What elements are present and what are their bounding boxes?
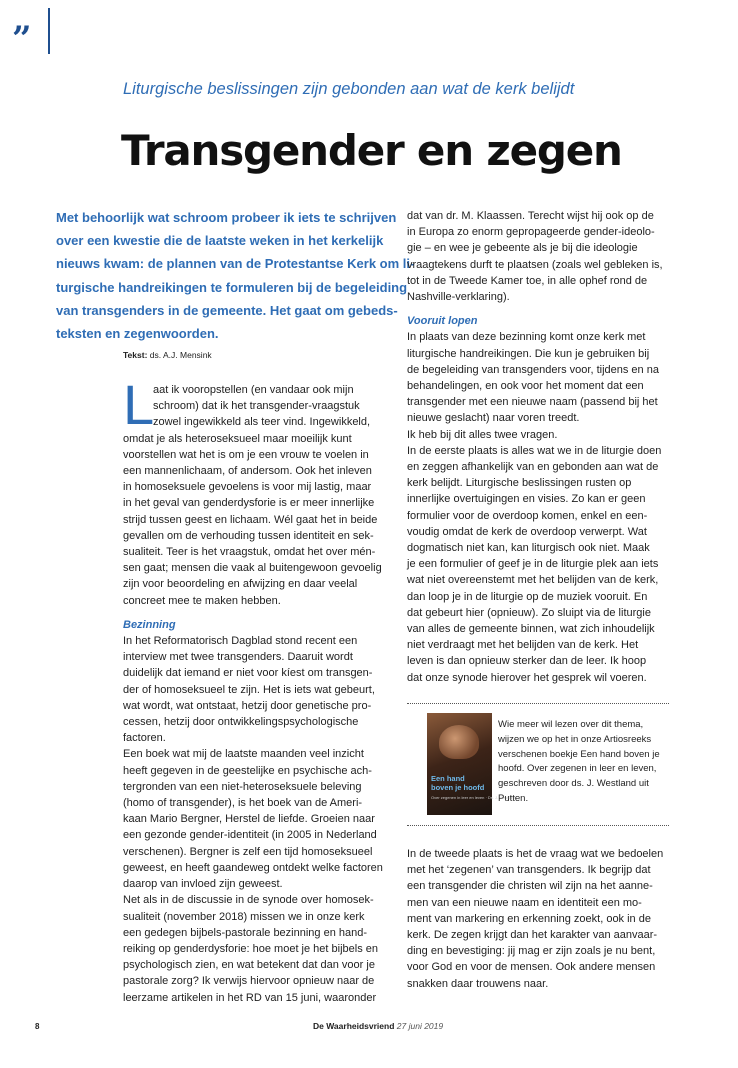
body-line: Een boek wat mij de laatste maanden veel inzicht [123,748,364,761]
body-line: tot in de Tweede Kamer toe, in alle ophef rond de [407,274,648,287]
body-line: Ik heb bij dit alles twee vragen. [407,428,558,441]
body-line: verschenen). Bergner is zelf een tijd homoseksueel [123,845,373,858]
body-line: wat wordt, wat ontstaat, hetzij door genetische pro- [123,699,372,712]
section-heading-bezinning: Bezinning [123,618,176,631]
body-line: een gezonde gender-identiteit (in 2005 in Nederland [123,829,377,842]
body-line: In het Reformatorisch Dagblad stond recent een [123,635,358,648]
lead-line: teksten en zegenwoorden. [56,326,219,342]
body-line: In plaats van deze bezinning komt onze kerk met [407,331,646,344]
body-line: zowel ingewikkeld als teer vind. Ingewikkeld, [153,416,371,429]
vertical-rule [48,8,50,54]
lead-line: Met behoorlijk wat schroom probeer ik iets te schrijven [56,210,397,225]
body-line: een transgender die christen wil zijn na het aanne- [407,880,653,893]
body-line: dat onze synode hierover het gesprek wil voeren. [407,671,647,684]
body-line: in homoseksuele gevoelens is voor mij lastig, maar [123,481,372,494]
promo-box [498,718,660,807]
body-line: voudig omdat de kerk de overdoop verwerpt. Wat [407,525,647,538]
byline-label: Tekst: [123,350,148,360]
body-line: zijn voor beoordeling en afwijzing en daar veelal [123,578,358,591]
left-column [123,373,385,1006]
body-line: In de tweede plaats is het de vraag wat we bedoelen [407,848,664,860]
body-line: leven is dan opnieuw sterker dan de leer. Ik hoop [407,655,647,668]
body-line: interview met twee transgenders. Daaruit wordt [123,651,353,664]
book-title-line: boven je hoofd [431,782,485,792]
body-line: dan loop je in de liturgie op de muziek vooruit. En [407,590,648,603]
kicker: Liturgische beslissingen zijn gebonden aan wat de kerk belijdt [123,80,575,98]
body-line: tergronden van een niet-heteroseksuele beleving [123,780,362,793]
page-number: 8 [35,1022,40,1031]
body-line: dat van dr. M. Klaassen. Terecht wijst hij ook op de [407,210,654,222]
body-line: der of homoseksueel te zijn. Het is iets wat gebeurt, [123,683,375,696]
body-line: gevallen om de verhouding tussen identiteit en sek- [123,529,374,542]
drop-cap: L [123,373,155,436]
body-line: sualiteit (november 2018) missen we in onze kerk [123,910,365,923]
quote-mark-icon: ” [12,19,32,59]
body-line: een gedegen bijbels-pastorale bezinning en hand- [123,926,368,939]
body-line: met het ‘zegenen’ van transgenders. Ik begrijp dat [407,864,651,877]
body-line: behandelingen, en ook voor het moment dat een [407,380,644,393]
body-line: Nashville-verklaring). [407,291,510,304]
article-headline: Transgender en zegen [121,126,622,175]
body-line: liturgische handreikingen. Die kun je gebruiken bij [407,347,650,360]
promo-line: hoofd. Over zegenen in leer en leven, [498,763,657,775]
body-line: (homo of transgender), is het boek van de Ameri- [123,797,363,810]
publication-name: De Waarheidsvriend [313,1021,395,1031]
lead-line: van transgenders in de gemeente. Het gaat om gebeds- [56,302,398,318]
body-line: in Europa zo enorm gepropageerde gender-ideolo- [407,226,655,239]
body-line: Net als in de discussie in de synode over homosek- [123,894,374,907]
promo-line: verschenen boekje Een hand boven je [498,748,660,760]
closing-paragraph [407,846,677,992]
lead-line: turgische handreikingen te formuleren bij de begeleiding [56,279,408,295]
promo-line: Putten. [498,792,529,804]
body-line: formulier voor de overdoop komen, enkel en een- [407,509,648,522]
body-line: heeft gegeven in de geestelijke en psychische ach- [123,764,372,777]
right-column [407,208,677,686]
body-line: nieuwe geslacht) naar voren treedt. [407,412,580,425]
body-line: niet verdraagt met het belijden van de kerk. Het [407,639,639,652]
body-line: daarop van invloed zijn geweest. [123,878,283,891]
body-line: dat gebeurt hier (opnieuw). Zo sluipt via de liturgie [407,606,651,619]
body-line: concreet mee te maken hebben. [123,594,281,607]
lead-line: over een kwestie die de laatste weken in het kerkelijk [56,233,384,249]
book-cover-subtitle: Over zegenen in leer en leven · Ds. J. Westland [431,795,516,800]
book-cover-title [431,775,484,792]
byline-author: ds. A.J. Mensink [149,350,212,360]
body-line: je een formulier of geef je in de liturgie plek aan iets [407,558,659,571]
body-line: wat niet overeenstemt met het belijden van de kerk, [407,574,659,587]
section-heading-vooruit-lopen: Vooruit lopen [407,315,478,328]
body-line: een mannenlichaam, of andersom. Ook het inleven [123,465,372,478]
body-line: transgender met een nieuwe naam (passend bij het [407,396,658,409]
body-line: vraagtekens durft te plaatsen (zoals wel gebleken is, [407,258,663,271]
body-line: geweest, en heeft gaandeweg ontdekt welke factoren [123,861,383,874]
body-line: schroom) dat ik het transgender-vraagstuk [153,400,360,413]
body-line: ding en bevestiging: jij mag er zijn zoals je nu bent, [407,945,656,958]
body-line: en zeggen afhankelijk van en gebonden aan wat de [407,461,659,474]
body-line: innerlijke overtuigingen en visies. Zo kan er geen [407,493,646,506]
body-line: sen gaat; mensen die vaak al buitengewoon gevoelig [123,562,382,575]
body-line: sualiteit. Teer is het vraagstuk, omdat het over mén- [123,546,376,559]
body-line: reiking op genderdysforie: hoe moet je het bijbels en [123,942,378,955]
book-title-line: Een hand [431,774,465,783]
body-line: van alles de gemeente binnen, wat zich inhoudelijk [407,623,655,636]
body-line: ment van markering en erkenning zoekt, ook in de [407,912,651,925]
body-line: pastorale zorg? Ik verwijs hiervoor opnieuw naar de [123,975,375,988]
body-line: strijd tussen geest en lichaam. Wél gaat het in beide [123,513,378,526]
body-line: duidelijk dat iemand er niet voor kíest om transgen- [123,667,373,680]
lead-paragraph [56,206,415,345]
promo-line: wijzen we op het in onze Artiosreeks [498,733,652,745]
body-line: kerk belijdt. Liturgische beslissingen rusten op [407,477,632,490]
body-line: voorstellen wat het is om je een vrouw te voelen in [123,448,369,461]
body-line: gie – en wee je gebeente als je bij die ideologie [407,242,638,255]
promo-line: Wie meer wil lezen over dit thema, [498,719,644,730]
body-line: omdat je als heteroseksueel maar moeilijk kunt [123,432,352,445]
promo-divider-bottom [407,825,669,826]
body-line: aat ik vooropstellen (en vandaar ook mijn [153,384,354,396]
body-line: in het geval van genderdysforie is er meer innerlijke [123,497,375,510]
body-line: cessen, hetzij door ontwikkelingspsychologische [123,716,359,729]
body-line: men van een nieuwe naam en identiteit een mo- [407,896,642,909]
publication-date: 27 juni 2019 [396,1021,444,1031]
body-line: snakken daar trouwens naar. [407,977,549,990]
body-line: kaan Mario Bergner, Herstel de liefde. Groeien naar [123,813,375,826]
body-line: factoren. [123,732,166,745]
body-line: leerzame artikelen in het RD van 15 juni, waaronder [123,991,377,1004]
byline [123,350,212,360]
promo-divider-top [407,703,669,704]
body-line: In de eerste plaats is alles wat we in de liturgie doen [407,444,662,457]
body-line: de begeleiding van transgenders voor, tijdens en na [407,363,659,376]
hand-illustration [439,725,479,759]
body-line: kerk. De zegen krijgt dan het karakter van aanvaar- [407,929,658,942]
lead-line: nieuws kwam: de plannen van de Protestantse Kerk om li- [56,256,415,272]
intro-indent [123,373,385,436]
body-line: dogmatisch niet kan, kan liturgisch ook niet. Maak [407,542,650,555]
footer-publication [313,1021,443,1031]
body-line: voor God en voor de mensen. Ook andere mensen [407,961,656,974]
body-line: psychologisch zien, en wat betekent dat dan voor je [123,959,375,972]
promo-line: geschreven door ds. J. Westland uit [498,778,649,790]
